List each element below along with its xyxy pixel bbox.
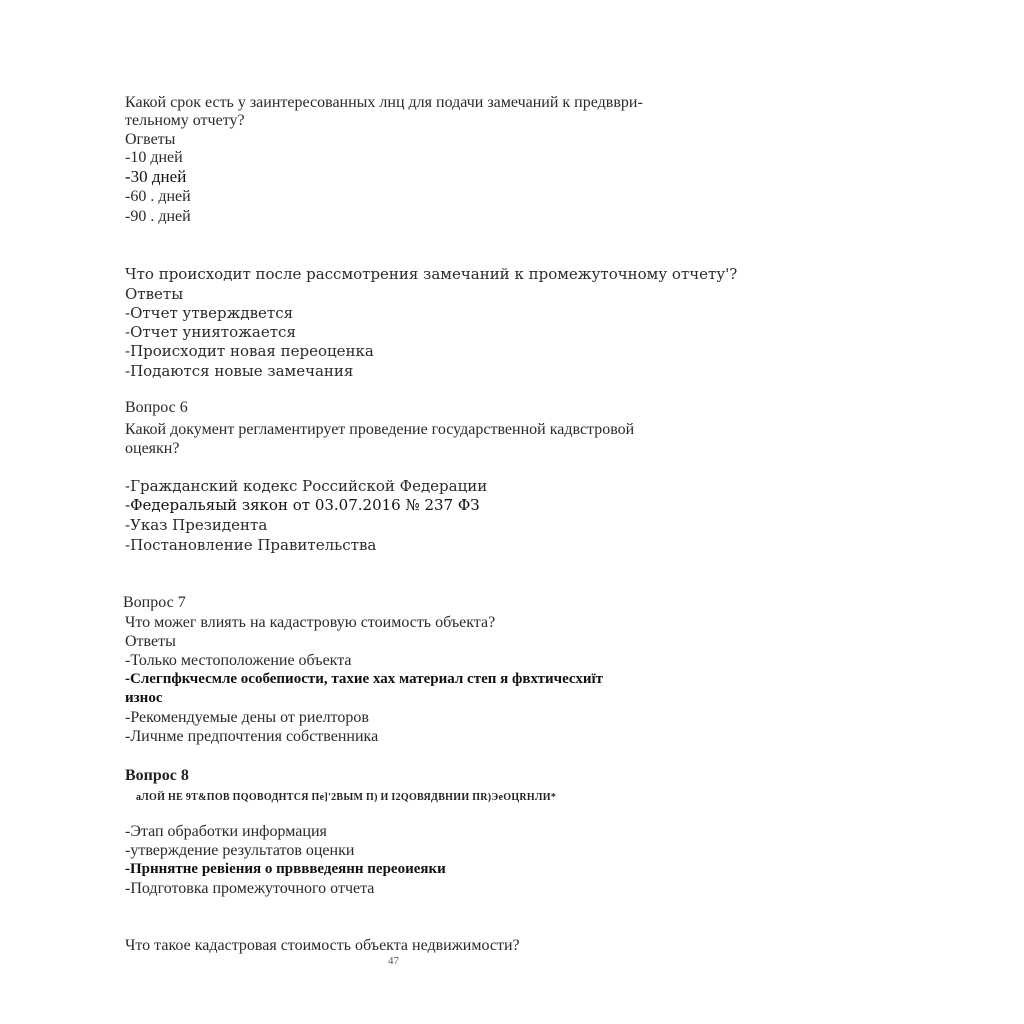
q7-option: -Рекомендуемые дены от риелторов	[125, 709, 369, 726]
q6-option: -Федеральяый зякон от 03.07.2016 № 237 ФЗ	[125, 496, 480, 514]
q5a-option: -90 . дней	[125, 208, 191, 225]
q6-option: -Постановление Правительства	[125, 536, 377, 554]
q6-option: -Указ Президента	[125, 516, 268, 534]
q6-question-line-1: Какой документ регламентирует проведение государственной кадвстровой	[125, 421, 635, 438]
q5b-option: -Отчет утверждвется	[125, 304, 294, 322]
q5b-option: -Происходит новая переоценка	[125, 342, 374, 360]
q5b-option: -Подаются новые замечания	[125, 362, 354, 380]
q7-option: -Только местоположение объекта	[125, 652, 352, 669]
q6-heading: Вопрос 6	[125, 399, 188, 416]
q8-option: -Этап обработки информация	[125, 823, 327, 840]
q9-question: Что такое кадастровая стоимость объекта недвижимости?	[125, 937, 520, 954]
q5a-answers-label: Огветы	[125, 131, 176, 148]
q8-option: -Прннятне ревіения о прввведеянн переоиеяки	[125, 861, 446, 877]
q8-heading: Вопрос 8	[125, 767, 189, 784]
q8-option: -утверждение результатов оценки	[125, 842, 355, 859]
q8-option: -Подготовка промежуточного отчета	[125, 880, 375, 897]
q7-question: Что можег влиять на кадастровую стоимость объекта?	[125, 614, 496, 631]
q5a-question-line-2: тельному отчету?	[125, 112, 245, 129]
q8-question: аЛОЙ НЕ 9Т&ПОВ ПQОВОДНТСЯ Пе]'2ВЫМ П) И I2QОВЯДВНИИ ПR)ЭеОЦRНЛИ*	[136, 792, 557, 803]
q6-option: -Гражданский кодекс Российской Федерации	[125, 477, 488, 495]
q5b-option: -Отчет униятожается	[125, 323, 296, 341]
q6-question-line-2: оцеякн?	[125, 440, 180, 457]
q5a-option: -60 . дней	[125, 188, 191, 205]
q5b-answers-label: Ответы	[125, 285, 184, 303]
q7-option: -Слегпфкчесмле особепиости, тахие хах материал степ я фвхтичесхиїт	[125, 671, 604, 687]
q5a-option: -10 дней	[125, 149, 183, 166]
q7-answers-label: Ответы	[125, 633, 176, 650]
q7-option-continuation: износ	[125, 690, 163, 706]
q5a-question-line-1: Какой срок есть у заинтересованных лнц для подачи замечаний к предвври-	[125, 94, 643, 111]
q5b-question: Что происходит после рассмотрения замечаний к промежуточному отчету'?	[125, 265, 738, 283]
q7-heading: Вопрос 7	[123, 594, 186, 611]
q7-option: -Личнме предпочтения собственника	[125, 728, 379, 745]
page-number: 47	[388, 955, 399, 967]
q5a-option: -30 дней	[125, 167, 187, 186]
